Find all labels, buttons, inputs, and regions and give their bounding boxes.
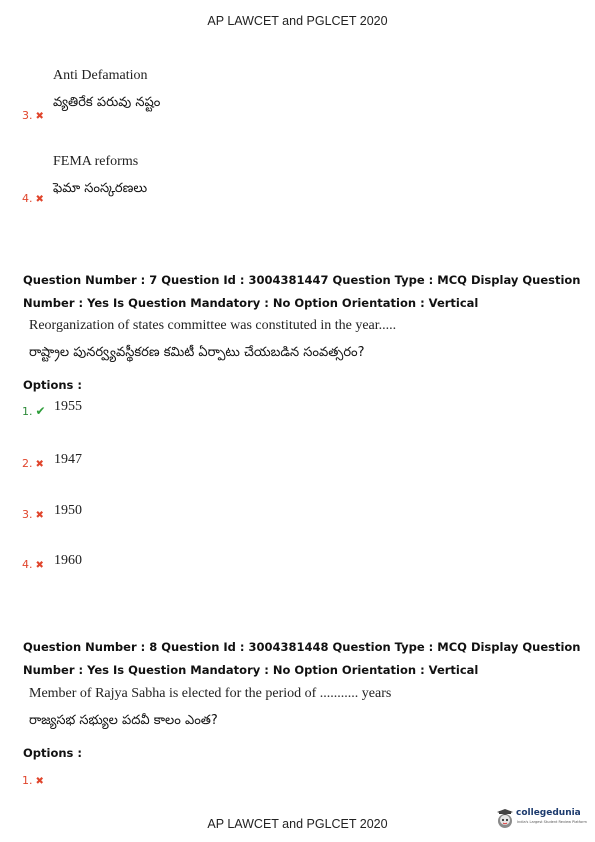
cross-icon: ✖ [35,510,44,521]
q7-options-label: Options : [23,378,82,392]
q7-option-1-number [22,404,46,418]
option-3-telugu: వ్యతిరేక పరువు నష్టం [53,95,161,110]
collegedunia-logo [496,806,591,836]
q7-meta-line2: Number : Yes Is Question Mandatory : No Option Orientation : Vertical [23,296,479,310]
q8-meta-line1: Question Number : 8 Question Id : 3004381448 Question Type : MCQ Display Question [23,640,581,654]
page-header: AP LAWCET and PGLCET 2020 [207,14,388,28]
logo-tagline: India's Largest Student Review Platform [517,820,587,824]
q7-option-3-number [22,508,44,521]
q7-question-telugu: రాష్ట్రాల పునర్వ్యవస్థీకరణ కమిటీ ఏర్పాటు చేయబడిన సంవత్సరం? [29,345,365,360]
option-number: 3. [22,109,33,122]
q7-meta-line1: Question Number : 7 Question Id : 3004381447 Question Type : MCQ Display Question [23,273,581,287]
cross-icon: ✖ [35,459,44,470]
logo-text: collegedunia [516,808,581,818]
cross-icon: ✖ [35,194,44,205]
option-number: 4. [22,192,33,205]
q8-question-telugu: రాజ్యసభ సభ్యుల పదవీ కాలం ఎంత? [29,713,218,728]
option-number: 1. [22,405,33,418]
q7-option-4-number [22,558,44,571]
q7-option-2-text: 1947 [54,452,82,467]
q7-option-1-text: 1955 [54,399,82,414]
q8-meta-line2: Number : Yes Is Question Mandatory : No Option Orientation : Vertical [23,663,479,677]
logo-mascot-icon [496,809,514,831]
option-number: 1. [22,774,33,787]
option-4-telugu: ఫెమా సంస్కరణలు [53,181,148,196]
q8-question-english: Member of Rajya Sabha is elected for the period of ........... years [29,686,392,701]
check-icon: ✔ [35,404,46,418]
option-number: 3. [22,508,33,521]
option-number: 2. [22,457,33,470]
option-number: 4. [22,558,33,571]
cross-icon: ✖ [35,776,44,787]
q8-option-1-number [22,774,44,787]
cross-icon: ✖ [35,560,44,571]
page-footer: AP LAWCET and PGLCET 2020 [207,817,388,831]
cross-icon: ✖ [35,111,44,122]
q8-options-label: Options : [23,746,82,760]
option-3-english: Anti Defamation [53,68,148,83]
option-4-number [22,192,44,205]
q7-option-2-number [22,457,44,470]
q7-option-4-text: 1960 [54,553,82,568]
option-4-english: FEMA reforms [53,154,139,169]
option-3-number [22,109,44,122]
q7-question-english: Reorganization of states committee was constituted in the year..... [29,318,397,333]
q7-option-3-text: 1950 [54,503,82,518]
